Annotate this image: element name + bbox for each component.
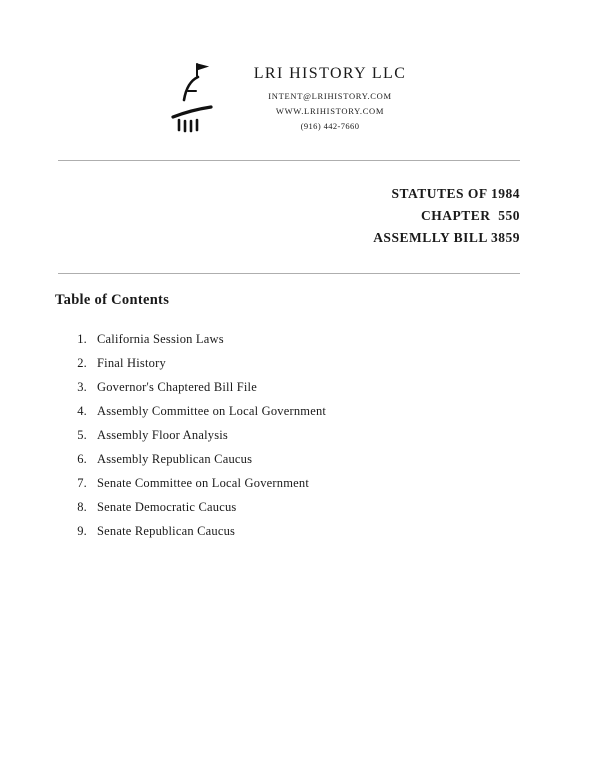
toc-item: [70, 429, 600, 442]
toc-item-number: 8.: [77, 500, 87, 514]
toc-item-label: Senate Democratic Caucus: [97, 500, 237, 514]
toc-item-label: Assembly Floor Analysis: [97, 428, 228, 442]
divider-middle: [58, 273, 520, 274]
toc-item-label: Senate Republican Caucus: [97, 524, 236, 538]
capitol-dome-sketch-icon: [166, 60, 220, 136]
letterhead: [0, 0, 586, 136]
toc-item-label: Governor's Chaptered Bill File: [97, 380, 257, 394]
email-text: INTENT@LRIHISTORY.COM: [268, 91, 392, 101]
bill-line: ASSEMLLY BILL 3859: [373, 230, 520, 245]
website-text: WWW.LRIHISTORY.COM: [275, 106, 385, 116]
letterhead-text: [254, 65, 407, 131]
toc-item-label: Senate Committee on Local Government: [97, 476, 310, 490]
toc-item: [70, 453, 600, 466]
toc-item: [70, 525, 600, 538]
toc-item-label: Final History: [97, 356, 166, 370]
company-name: LRI HISTORY LLC: [253, 65, 407, 82]
statutes-line: STATUTES OF 1984: [391, 186, 520, 201]
toc-item-number: 1.: [77, 332, 87, 346]
toc-item-number: 3.: [77, 380, 87, 394]
toc-item: [70, 477, 600, 490]
toc-list: [70, 333, 600, 538]
toc-heading: Table of Contents: [55, 292, 170, 308]
toc-item-number: 7.: [77, 476, 87, 490]
document-reference: [0, 161, 520, 255]
toc-item-number: 4.: [77, 404, 87, 418]
toc-item: [70, 333, 600, 346]
toc-item: [70, 405, 600, 418]
toc-item: [70, 381, 600, 394]
toc-item-label: California Session Laws: [97, 332, 224, 346]
toc-item: [70, 357, 600, 370]
toc-item: [70, 501, 600, 514]
toc-item-label: Assembly Committee on Local Government: [97, 404, 327, 418]
chapter-line: CHAPTER 550: [420, 208, 520, 223]
toc-item-label: Assembly Republican Caucus: [97, 452, 253, 466]
toc-item-number: 9.: [77, 524, 87, 538]
toc-item-number: 2.: [77, 356, 87, 370]
phone-text: (916) 442-7660: [300, 121, 360, 131]
toc-item-number: 5.: [77, 428, 87, 442]
toc-item-number: 6.: [77, 452, 87, 466]
